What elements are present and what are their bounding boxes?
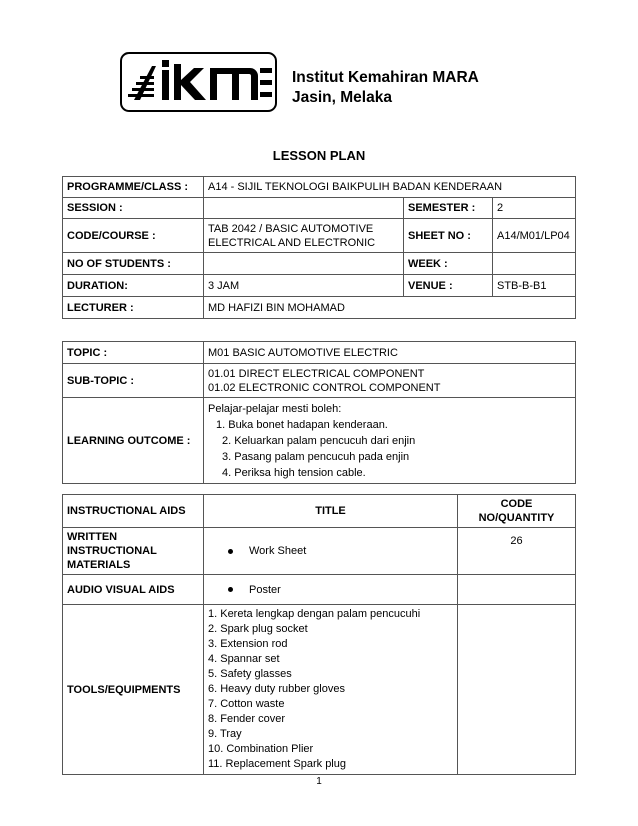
outcome-label: LEARNING OUTCOME : (63, 398, 204, 484)
institute-line1: Institut Kemahiran MARA (292, 69, 479, 86)
subtopic-item: 01.01 DIRECT ELECTRICAL COMPONENT (208, 367, 425, 380)
tool-item: 6. Heavy duty rubber gloves (208, 683, 345, 695)
outcome-item: 2. Keluarkan palam pencucuh dari enjin (222, 434, 416, 447)
institute-name (292, 68, 479, 108)
tools-label: TOOLS/EQUIPMENTS (63, 605, 204, 775)
col-header-code: CODE NO/QUANTITY (458, 495, 576, 528)
duration-value: 3 JAM (204, 275, 404, 297)
tool-item: 8. Fender cover (208, 713, 286, 725)
topic-table (62, 341, 576, 484)
tool-item: 1. Kereta lengkap dengan palam pencucuhi (208, 608, 421, 620)
subtopic-list (204, 364, 576, 398)
tool-item: 10. Combination Plier (208, 743, 314, 755)
programme-value: A14 - SIJIL TEKNOLOGI BAIKPULIH BADAN KENDERAAN (204, 177, 576, 198)
page-number: 1 (316, 776, 322, 787)
outcome-item: 4. Periksa high tension cable. (222, 466, 366, 479)
institute-line2: Jasin, Melaka (292, 89, 392, 106)
col-header-aids: INSTRUCTIONAL AIDS (63, 495, 204, 528)
outcome-item: 3. Pasang palam pencucuh pada enjin (222, 450, 410, 463)
bullet-icon (228, 587, 233, 592)
aids-table (62, 494, 576, 775)
av-title-cell (204, 575, 458, 605)
subtopic-label: SUB-TOPIC : (63, 364, 204, 398)
sheet-label: SHEET NO : (404, 219, 493, 253)
written-label: WRITTEN INSTRUCTIONAL MATERIALS (63, 528, 204, 575)
written-title-cell (204, 528, 458, 575)
programme-label: PROGRAMME/CLASS : (63, 177, 204, 198)
lecturer-value: MD HAFIZI BIN MOHAMAD (204, 297, 576, 319)
tool-item: 11. Replacement Spark plug (208, 758, 346, 770)
written-title: Work Sheet (249, 545, 307, 557)
tool-item: 5. Safety glasses (208, 668, 292, 680)
students-label: NO OF STUDENTS : (63, 253, 204, 275)
av-title: Poster (249, 583, 281, 596)
av-label: AUDIO VISUAL AIDS (63, 575, 204, 605)
venue-label: VENUE : (404, 275, 493, 297)
tool-item: 4. Spannar set (208, 653, 280, 665)
col-header-title: TITLE (204, 495, 458, 528)
outcome-item: 1. Buka bonet hadapan kenderaan. (216, 418, 388, 431)
topic-value: M01 BASIC AUTOMOTIVE ELECTRIC (204, 342, 576, 364)
written-qty: 26 (458, 528, 576, 575)
info-table (62, 176, 576, 319)
tools-list (204, 605, 458, 775)
outcome-intro: Pelajar-pelajar mesti boleh: (208, 402, 342, 415)
tool-item: 7. Cotton waste (208, 698, 285, 710)
institute-logo (120, 52, 277, 112)
outcome-list (204, 398, 576, 484)
tools-qty (458, 605, 576, 775)
semester-value: 2 (493, 198, 576, 219)
bullet-icon (228, 549, 233, 554)
code-value: TAB 2042 / BASIC AUTOMOTIVE ELECTRICAL AND ELECTRONIC (204, 219, 404, 253)
session-label: SESSION : (63, 198, 204, 219)
venue-value: STB-B-B1 (493, 275, 576, 297)
tool-item: 9. Tray (208, 728, 242, 740)
students-value (204, 253, 404, 275)
topic-label: TOPIC : (63, 342, 204, 364)
sheet-value: A14/M01/LP04 (493, 219, 576, 253)
week-value (493, 253, 576, 275)
week-label: WEEK : (404, 253, 493, 275)
session-value (204, 198, 404, 219)
code-label: CODE/COURSE : (63, 219, 204, 253)
subtopic-item: 01.02 ELECTRONIC CONTROL COMPONENT (208, 381, 441, 394)
lecturer-label: LECTURER : (63, 297, 204, 319)
duration-label: DURATION: (63, 275, 204, 297)
tool-item: 3. Extension rod (208, 638, 288, 650)
tool-item: 2. Spark plug socket (208, 623, 308, 635)
av-qty (458, 575, 576, 605)
page-title: LESSON PLAN (272, 148, 366, 163)
semester-label: SEMESTER : (404, 198, 493, 219)
